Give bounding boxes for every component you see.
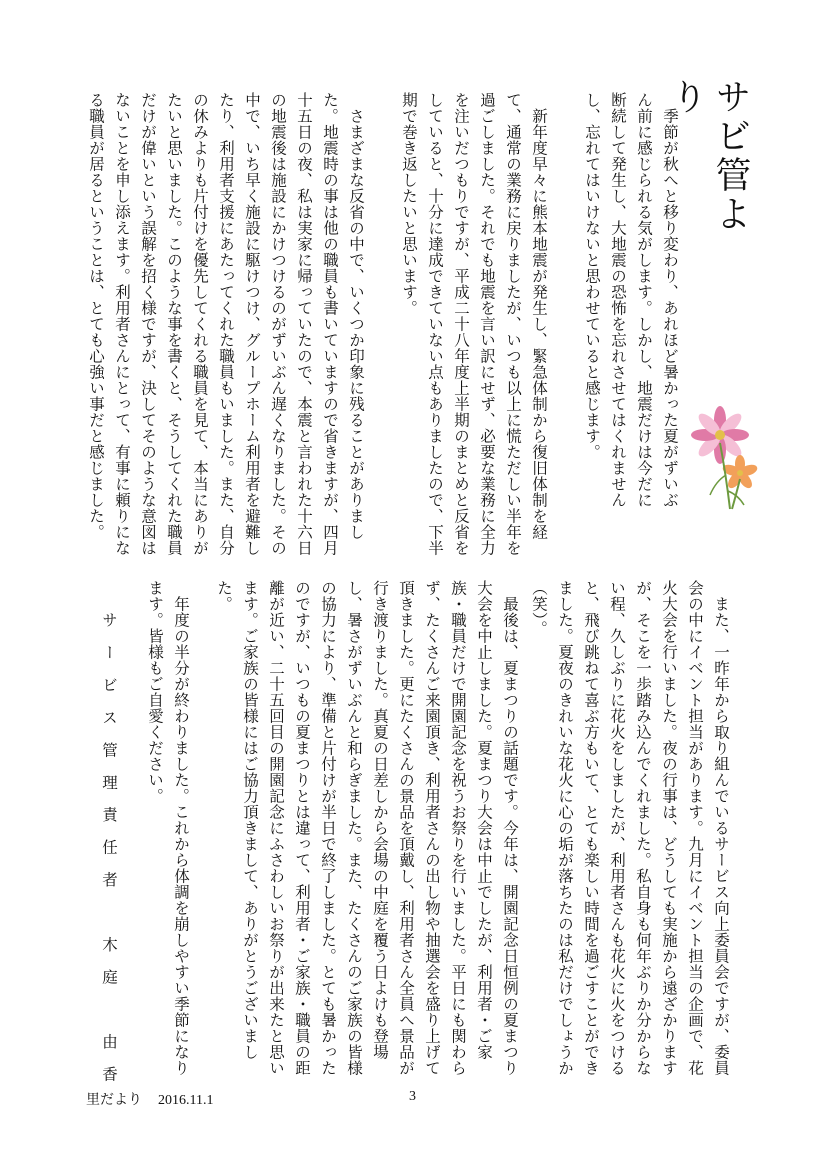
page-title: サビ管より [666,78,751,234]
closing-paragraph: 年度の半分が終わりました。これから体調を崩しやすい季節になります。皆様もご自愛ください。 [146,580,190,1076]
footer [86,1089,213,1109]
paragraph-fireworks: また、一昨年から取り組んでいるサービス向上委員会ですが、委員会の中にイベント担当があります。九月にイベント担当の企画で、花火大会を行いました。夜の行事は、どうしても実施から遠ざかりますが、そこを一歩踏み込んでくれました。私自身も何年ぶりか分からない程、久しぶりに花火をしましたが、利用者さんも花火に火をつけると、飛び跳ねて喜ぶ方もいて、とても楽しい時間を過ごすことができました。夏夜のきれいな花火に心の垢が落ちたのは私だけでしょうか（笑）。 [530,580,730,1076]
newsletter-name: 里だより [86,1093,142,1108]
author-signature: サービス管理責任者 木庭 由香 [100,612,118,1082]
cosmos-flower-icon [680,405,760,513]
page-number: 3 [409,1089,416,1104]
paragraph-reflection: さまざまな反省の中で、いくつか印象に残ることがありました。地震時の事は他の職員も書いていますので省きますが、四月十五日の夜、私は実家に帰っていたので、本震と言われた十六日の地震後は施設にかけつけるのがずいぶん遅くなりました。その中で、いち早く施設に駆けつけ、グループホーム利用者を避難したり、利用者支援にあたってくれた職員もいました。また、自分の休みよりも片付けを優先してくれる職員を見て、本当にありがたいと思いました。このような事を書くと、そうしてくれた職員だけが偉いという誤解を招く様ですが、決してそのような意図はないことを申し添えます。利用者さんにとって、有事に頼りになる職員が居るということは、とても心強い事だと感じました。 [87,92,365,556]
intro-paragraph: 季節が秋へと移り変わり、あれほど暑かった夏がずいぶん前に感じられる気がします。しかし、地震だけは今だに断続して発生し、大地震の恐怖を忘れさせてはくれませんし、忘れてはいけないと思わせていると感じます。 [583,92,679,508]
paragraph-kumamoto-earthquake: 新年度早々に熊本地震が発生し、緊急体制から復旧体制を経て、通常の業務に戻りましたが、いつも以上に慌ただしい半年を過ごしました。それでも地震を言い訳にせず、必要な業務に全力を注いだつもりですが、平成二十八年度上半期のまとめと反省をしていると、十分に達成できていない点もありましたので、下半期で巻き返したいと思います。 [400,92,548,556]
paragraph-summer-festival: 最後は、夏まつりの話題です。今年は、開園記念日恒例の夏まつり大会を中止しました。夏まつり大会は中止でしたが、利用者・ご家族・職員だけで開園記念を祝うお祭りを行いました。平日にも関わらず、たくさんご来園頂き、利用者さんの出し物や抽選会を盛り上げて頂きました。更にたくさんの景品を頂戴し、利用者さん全員へ景品が行き渡りました。真夏の日差しから会場の中庭を覆う日よけも登場し、暑さがずいぶんと和らぎました。また、たくさんのご家族の皆様の協力により、準備と片付けが半日で終了しました。とても暑かったのですが、いつもの夏まつりとは違って、利用者・ご家族・職員の距離が近い、二十五回目の開園記念にふさわしいお祭りが出来たと思います。ご家族の皆様にはご協力頂きまして、ありがとうございました。 [215,580,519,1076]
issue-date: 2016.11.1 [158,1093,214,1108]
